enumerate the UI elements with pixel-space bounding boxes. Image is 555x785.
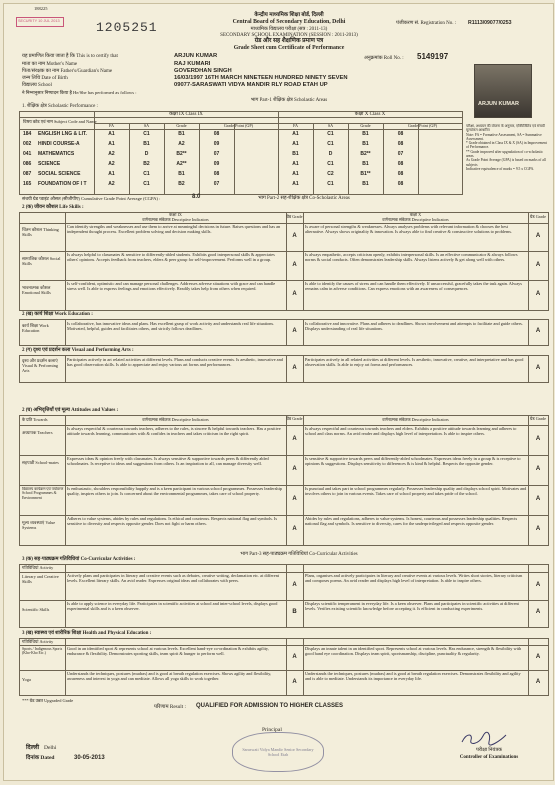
grade-ix: A	[292, 436, 297, 442]
grade-cell: 09	[213, 141, 220, 147]
work-ed-table	[19, 319, 549, 346]
cca-label: 3 (क) सह-पाठ्यक्रम गतिविधियां Co-Curricular Activities :	[22, 557, 136, 562]
grade-ix: A	[292, 328, 297, 334]
dated-label: दिनांक Dated	[26, 755, 55, 761]
candidate-name: ARJUN KUMAR	[174, 53, 218, 59]
cert-hindi: ग्रेड और सह शैक्षणिक प्रमाण पत्र	[254, 38, 324, 44]
grade-x: A	[535, 526, 541, 532]
grade-ix: A	[292, 654, 297, 660]
part1-sub: 1. शैक्षिक क्षेत्र Scholastic Performance :	[22, 104, 98, 109]
grade-header: ग्रेड Grade	[286, 416, 303, 421]
grade-x: A	[535, 609, 541, 615]
desc-header: वर्णनात्मक संकेतक Descriptive Indicators	[382, 417, 449, 422]
attitude-x: Is always respectful and courteous towards teachers and elders. Exhibits a positive attitude towards learning and adheres to school and class norms. An avid reader and displays high level of interpretation. Is able to inspire others.	[305, 426, 517, 437]
life-skill-x: Is always empathetic, accepts criticism openly, exhibits interpersonal skills. Is an effective communicator & always follows norms & social conducts. Often demonstrates leadership skills. Always listens actively & get along well with others.	[305, 252, 518, 263]
life-skill-name: भावनात्मक कौशल Emotional Skills	[22, 285, 51, 296]
grade-cell: B1	[362, 131, 369, 137]
subject-row	[20, 142, 462, 152]
cca-ix: Actively plans and participates in literary and creative events such as debates, creative writing, declamation etc. at different levels. Excellent literary skills. An avid reader. Expresses original ideas and collaborates with peers.	[67, 573, 280, 584]
subject-name: HINDI COURSE-A	[38, 141, 80, 147]
principal-stamp-text: Saraswati Vidya Mandir Senior Secondary School Etah	[242, 747, 314, 758]
result-value: QUALIFIED FOR ADMISSION TO HIGHER CLASSES	[196, 703, 344, 709]
class9-col: कक्षा IX	[169, 212, 182, 217]
mother-label: माता का नाम Mother's Name	[22, 62, 78, 67]
dob-label: जन्म तिथि Date of Birth	[22, 76, 68, 81]
grade-cell: D	[328, 151, 333, 157]
cca-name: Literary and Creative Skills	[22, 574, 59, 585]
subject-row	[20, 132, 462, 142]
controller-signature	[459, 730, 509, 748]
top-ref: 188225	[34, 6, 48, 11]
grading-notes	[466, 124, 550, 171]
grade-cell: A1	[108, 131, 115, 137]
principal-label: Principal	[262, 727, 282, 733]
visual-label: 2 (ग) दृश्य एवं प्रदर्शन कला Visual and Performing Arts :	[22, 348, 134, 353]
grade-cell: C1	[327, 131, 334, 137]
health-ix: Understands the techniques, postures (mudras) and is good at breath regulation exercises. Shows agility and flexibility, awareness and interest in yoga and can meditate. Allows all yoga skills to work together.	[67, 671, 272, 682]
note-line: ** Grade improved after upgradation of co-scholastic areas.	[466, 149, 544, 159]
grade-cell: B1	[292, 151, 299, 157]
cgpa-label: संचयी ग्रेड प्वाइंट औसत (सीजीपीए) Cumulative Grade Point Average (CGPA) :	[22, 196, 161, 201]
grade-cell: A1	[292, 131, 299, 137]
grade-cell: B2	[178, 181, 185, 187]
grade-cell: B1	[362, 141, 369, 147]
grade-cell: 08	[397, 181, 404, 187]
grade-x: A	[535, 291, 541, 297]
grade-ix: B	[292, 609, 297, 615]
col-header: Grade	[176, 123, 187, 128]
grade-x: A	[535, 496, 541, 502]
subject-name: SCIENCE	[38, 161, 61, 167]
class10-col: कक्षा X	[409, 212, 422, 217]
grade-ix: A	[292, 291, 297, 297]
work-ed-label: 2 (ख) कार्य शिक्षा Work Education :	[22, 312, 93, 317]
col-header: Grade Point (GP)	[223, 123, 254, 128]
grade-cell: B2	[143, 161, 150, 167]
health-name: Sports / Indigenous Sports (Kho-Kho Etc.)	[22, 647, 63, 656]
grade-cell: B2**	[176, 151, 187, 157]
grade-cell: B1**	[360, 171, 371, 177]
date-of-birth: 16/03/1997 16TH MARCH NINETEEN HUNDRED NINETY SEVEN	[174, 75, 348, 81]
cca-name: Scientific Skills	[22, 607, 50, 612]
subject-code: 041	[23, 151, 32, 157]
grade-cell: B1	[362, 181, 369, 187]
life-skill-ix: Is self-confident, optimistic and can manage personal challenges. Addresses adverse situations with grace and can handle stress well. Is able to express feelings and emotions effectively. Readily takes help from others when required.	[67, 281, 276, 292]
subject-code: 184	[23, 131, 32, 137]
grade-cell: B2**	[360, 151, 371, 157]
life-skill-name: सामाजिक कौशल Social Skills	[22, 256, 61, 267]
grade-x: A	[535, 679, 541, 685]
subject-name: MATHEMATICS	[38, 151, 75, 157]
grade-cell: A1	[292, 141, 299, 147]
class9-header: कक्षा IX Class IX	[169, 112, 203, 117]
part1-label: भाग Part-1 शैक्षिक क्षेत्र Scholastic Areas	[250, 98, 328, 103]
activity-header: गतिविधियां Activity	[22, 638, 54, 644]
board-hindi: केन्द्रीय माध्यमिक शिक्षा बोर्ड, दिल्ली	[254, 12, 324, 18]
grade-cell: A1	[292, 181, 299, 187]
exam-english: SECONDARY SCHOOL EXAMINATION (SESSION : 2011-2013)	[220, 33, 358, 38]
attitudes-table	[19, 415, 549, 546]
cgpa-value: 8.0	[192, 194, 201, 200]
health-name: Yoga	[22, 677, 31, 682]
subject-name: ENGLISH LNG & LIT.	[38, 131, 87, 137]
life-skill-x: Is able to identify the causes of stress and can handle them effectively. If unsuccessful, gracefully takes the task again. Always remains calm in adverse conditions. Can express emotions with an awareness of consequences.	[305, 281, 522, 292]
health-x: Displays an innate talent in an identified sport. Represents school at various levels. Has endurance, strength & flexibility with good hand eye coordination. Displays team spirit, sportsmanship, discipline, punctuality & regularity.	[305, 646, 522, 657]
col-header: SA	[327, 123, 334, 128]
activity-header: गतिविधियां Activity	[22, 565, 54, 570]
visual-x: Participates actively in all related activities at different levels. Is aesthetic, innovative, creative, and interpretative and has good observation skills. Is able to enjoy art forms and performances.	[305, 357, 524, 368]
grade-x: A	[535, 466, 541, 472]
work-ed-name: कार्य शिक्षा Work Education	[22, 323, 49, 334]
grade-cell: C1	[327, 181, 334, 187]
attitude-x: Is sensitive & supportive towards peers and differently-abled schoolmates. Expresses ideas freely in a group & is receptive to opinions & suggestions. Displays sensitivity to differences & is kind & helpful. Respects the opposite gender.	[305, 456, 521, 467]
grade-ix: A	[292, 526, 297, 532]
work-ed-ix: Is collaborative, has innovative ideas and plans. Has excellent grasp of work activity and understands real life situations. Motivated, helpful, guides and facilitates others, and strictly follows deadlines.	[67, 321, 275, 332]
grade-cell: B1	[178, 171, 185, 177]
cert-english: Grade Sheet cum Certificate of Performance	[233, 45, 345, 51]
grade-header: ग्रेड Grade	[530, 416, 546, 421]
col-header: Grade	[360, 123, 371, 128]
note-line: Note: FA = Formative Assessment, SA = Summative Assessment.	[466, 132, 542, 141]
attitudes-header: के प्रति Towards	[22, 417, 48, 422]
attitude-ix: Is enthusiastic, shoulders responsibility happily and is a keen participant in various school programmes. Possesses leadership quality, inspires others to join. Is concerned about the environmental programmes, takes care of school property.	[67, 486, 282, 497]
life-skill-ix: Can identify strengths and weaknesses and use them to arrive at meaningful decisions in future. Raises questions and has an independent thought process. Excellent problem solving and decision making skills.	[67, 224, 281, 235]
subject-code: 165	[23, 181, 32, 187]
security-stamp: SECURITY 10 JUL 2013	[16, 17, 64, 27]
life-skills-table	[19, 212, 549, 311]
col-header: FA	[292, 123, 299, 128]
grade-cell: B1	[178, 131, 185, 137]
grade-ix: A	[292, 233, 297, 239]
col-header: SA	[143, 123, 150, 128]
life-skill-x: Is aware of personal strengths & weaknesses. Always analyses problems with relevant information & chooses the best alternative. Always shows originality & innovation. Is always able to find creative & constructive solutions to problems.	[305, 224, 513, 235]
mother-name: RAJ KUMARI	[174, 61, 211, 67]
grade-x: A	[535, 436, 541, 442]
subject-row	[20, 152, 462, 162]
part3-label: भाग Part-3 सह-पाठ्यक्रम गतिविधियां Co-Curricular Activities	[240, 552, 358, 557]
grade-cell: 08	[213, 171, 220, 177]
subject-code: 086	[23, 161, 32, 167]
attitude-name: मूल्य व्यवस्थाएं Value Systems	[22, 520, 56, 531]
grade-cell: 08	[397, 141, 404, 147]
place-hindi: दिल्ली	[26, 745, 40, 751]
principal-seal	[232, 732, 324, 772]
serial-number: 1205251	[96, 20, 158, 35]
grade-x: A	[535, 233, 541, 239]
attitude-ix: Expresses ideas & opinion freely with classmates. Is always sensitive & supportive towards peers & differently abled schoolmates. Is receptive to ideas and suggestions from others. Is an inspiration to all, can manage diversity well.	[67, 456, 269, 467]
issue-date: 30-05-2013	[74, 755, 105, 761]
grade-cell: 07	[397, 151, 404, 157]
health-ix: Good in an identified sport & represents school at various levels. Excellent hand-eye co-ordination & exhibits agility, endurance & flexibility. Demonstrates sporting skills, team spirit & hunger to perform well.	[67, 646, 269, 657]
col-header: Grade Point (GP)	[407, 123, 438, 128]
grade-cell: D	[144, 151, 149, 157]
desc-header: वर्णनात्मक संकेतक Descriptive Indicators	[142, 417, 209, 422]
school-label: विद्यालय School	[22, 83, 52, 88]
controller-english: Controller of Examinations	[459, 755, 519, 760]
grade-cell: C1	[143, 181, 150, 187]
desc-header: वर्णनात्मक संकेतक Descriptive Indicators	[142, 217, 209, 222]
grade-x: A	[535, 582, 541, 588]
school-name: 09077-SARASWATI VIDYA MANDIR RLY ROAD ETAH UP	[174, 82, 328, 88]
health-label: 3 (ख) स्वास्थ्य एवं शारीरिक शिक्षा Health and Physical Education :	[22, 631, 152, 636]
grade-x: A	[535, 262, 541, 268]
grade-ix: A	[292, 262, 297, 268]
certify-label: यह प्रमाणित किया जाता है कि This is to certify that	[22, 54, 118, 59]
grade-header: ग्रेड Grade	[286, 214, 303, 219]
registration-label: पंजीकरण सं. Registration No. :	[396, 21, 457, 26]
subject-code: 087	[23, 171, 32, 177]
place-english: Delhi	[44, 745, 57, 751]
roll-label: अनुक्रमांक Roll No. :	[364, 56, 404, 61]
attitude-name: सहपाठी School-mates	[22, 460, 59, 465]
grade-cell: A2	[108, 151, 115, 157]
grade-ix: A	[292, 496, 297, 502]
health-x: Understands the techniques, postures (mudras) and is good at breath regulation exercises. Demonstrates flexibility and agility and is able to meditate. Understands its importance in everyday life.	[305, 671, 521, 682]
grade-x: A	[535, 328, 541, 334]
attitude-x: Is punctual and takes part in school programmes regularly. Possesses leadership quality and displays school spirit. Motivates and involves others to join in various events. Takes care of school property and takes pride of the school.	[305, 486, 527, 497]
registration-number: R1113/09077/0253	[468, 20, 512, 26]
candidate-photo	[474, 64, 532, 118]
work-ed-x: Is collaborative and innovative. Plans and adheres to deadlines. Shows involvement and attempts to facilitate and guide others. Displays understanding of real life situations.	[305, 321, 523, 332]
grade-cell: 08	[397, 171, 404, 177]
upgraded-note: *** ग्रेड उन्नत Upgraded Grade	[22, 698, 74, 703]
father-label: पिता/संरक्षक का नाम Father's/Guardian's Name	[22, 69, 113, 74]
grade-ix: A	[292, 679, 297, 685]
board-english: Central Board of Secondary Education, Delhi	[232, 19, 346, 25]
subject-row	[20, 162, 462, 172]
attitude-x: Abides by rules and regulations, adheres to value systems. Is honest, courteous and possesses leadership qualities. Respects national flag and symbols. Is sensitive to diversity, cares for the underprivileged and respects opposite gender.	[305, 516, 518, 527]
grade-cell: A2	[108, 161, 115, 167]
grade-x: A	[535, 365, 541, 371]
grade-x: A	[535, 654, 541, 660]
note-line: Indicative equivalence of marks = 9.5 x CGPA.	[466, 166, 535, 171]
life-skill-name: चिंतन कौशल Thinking Skills	[22, 227, 59, 238]
grade-cell: A1	[292, 161, 299, 167]
grade-cell: C1	[143, 171, 150, 177]
attitude-ix: Adheres to value systems, abides by rules and regulations. Is ethical and courteous. Respects national flag and symbols. Is sensitive to diversity and respects opposite gender. Does not fight or harm others.	[67, 516, 278, 527]
grade-cell: A2**	[176, 161, 187, 167]
col-header: FA	[108, 123, 115, 128]
performance-label: ने निम्नानुसार निष्पादन किया है He/She has performed as follows :	[22, 90, 137, 95]
part2-label: भाग Part-2 सह-शैक्षिक क्षेत्र Co-Scholastic Areas	[258, 196, 350, 201]
grade-ix: A	[292, 582, 297, 588]
subject-header: विषय कोड एवं नाम Subject Code and Name	[23, 119, 97, 124]
grade-ix: A	[292, 466, 297, 472]
visual-table	[19, 355, 549, 383]
cca-ix: Is able to apply science in everyday life. Participates in scientific activities at school and inter-school levels, displays good experimental skills and is a keen observer.	[67, 601, 278, 612]
grade-cell: 08	[213, 131, 220, 137]
visual-ix: Participates actively in art related activities at different levels. Plans and conducts creative events. Is aesthetic, innovative and has good observation skills. Is able to appreciate and enjoy various art forms and performances.	[67, 357, 283, 368]
health-table	[19, 638, 549, 696]
grade-cell: A2	[108, 181, 115, 187]
certificate-page	[3, 3, 554, 781]
grade-cell: 07	[213, 151, 220, 157]
grade-cell: 09	[213, 161, 220, 167]
result-label: परिणाम Result :	[154, 704, 186, 710]
cca-x: Displays scientific temperament in everyday life. Is a keen observer. Plans and participates in scientific activities at different levels. Verifies existing scientific knowledge before accepting it. Is efficient in conducting experiments.	[305, 601, 519, 612]
class10-header: कक्षा X Class X	[354, 112, 386, 117]
subject-name: FOUNDATION OF I T	[38, 181, 87, 187]
attitude-name: विद्यालय कार्यक्रम एवं पर्यावरण School Programmes & Environment	[22, 487, 64, 500]
roll-number: 5149197	[417, 52, 449, 61]
attitude-ix: Is always respectful & courteous towards teachers, adheres to the rules, is sincere & helpful towards teachers. Has a positive attitude towards learning, communicates with & confides in teachers and takes criticism in the right spirit.	[67, 426, 281, 437]
cca-table	[19, 564, 549, 628]
grade-cell: B1	[362, 161, 369, 167]
life-skill-ix: Is always helpful to classmates & sensitive to differently-abled students. Exhibits good interpersonal skills & appreciates others' opinions. Accepts feedback from teachers, elders & peer group for self-improvement. Performs well in a group.	[67, 252, 275, 263]
cca-x: Plans, organises and actively participates in literary and creative events at various levels. Writes short stories, literary criticism and composes poems. An avid reader and displays high level of interpretation. Is able to inspire others.	[305, 573, 523, 584]
grade-cell: A1	[108, 171, 115, 177]
grade-cell: B1	[143, 141, 150, 147]
visual-name: दृश्य और प्रदर्शन कलाएं Visual & Performing Arts	[22, 358, 59, 374]
grade-cell: C2	[327, 171, 334, 177]
subject-name: SOCIAL SCIENCE	[38, 171, 81, 177]
grade-cell: 07	[213, 181, 220, 187]
grade-cell: A1	[292, 171, 299, 177]
grade-cell: C1	[327, 141, 334, 147]
attitude-name: अध्यापक Teachers	[22, 430, 53, 435]
subject-row	[20, 182, 462, 192]
father-name: GOVERDHAN SINGH	[174, 68, 232, 74]
attitudes-label: 2 (घ) अभिवृत्तियाँ एवं मूल्य Attitudes and Values :	[22, 408, 119, 413]
exam-hindi: माध्यमिक विद्यालय परीक्षा (सत्र : 2011-13)	[250, 27, 328, 32]
grade-cell: 08	[397, 161, 404, 167]
note-line: * Grade obtained in Class IX & X (SA) in Improvement of Performance.	[466, 141, 547, 150]
scholastic-table	[19, 111, 463, 195]
grade-cell: C1	[143, 131, 150, 137]
grade-header: ग्रेड Grade	[530, 214, 546, 219]
grade-cell: 08	[397, 131, 404, 137]
subject-code: 002	[23, 141, 32, 147]
note-line: परीक्षा, अध्ययन की योजना के अनुसार, एक्विजिटिव एवं संचयी मूल्यांकन आधारित	[466, 124, 545, 133]
note-line: As Grade Point Average (GPA) is based on marks of all subjects	[466, 158, 546, 167]
desc-header: वर्णनात्मक संकेतक Descriptive Indicators	[382, 217, 449, 222]
grade-cell: C1	[327, 161, 334, 167]
grade-ix: A	[292, 365, 297, 371]
grade-cell: A1	[108, 141, 115, 147]
controller-hindi: परीक्षा नियंत्रक	[476, 748, 502, 753]
photo-caption: ARJUN KUMAR	[478, 101, 519, 107]
grade-cell: A2	[178, 141, 185, 147]
life-skills-label: 2 (क) जीवन कौशल Life Skills :	[22, 205, 84, 210]
